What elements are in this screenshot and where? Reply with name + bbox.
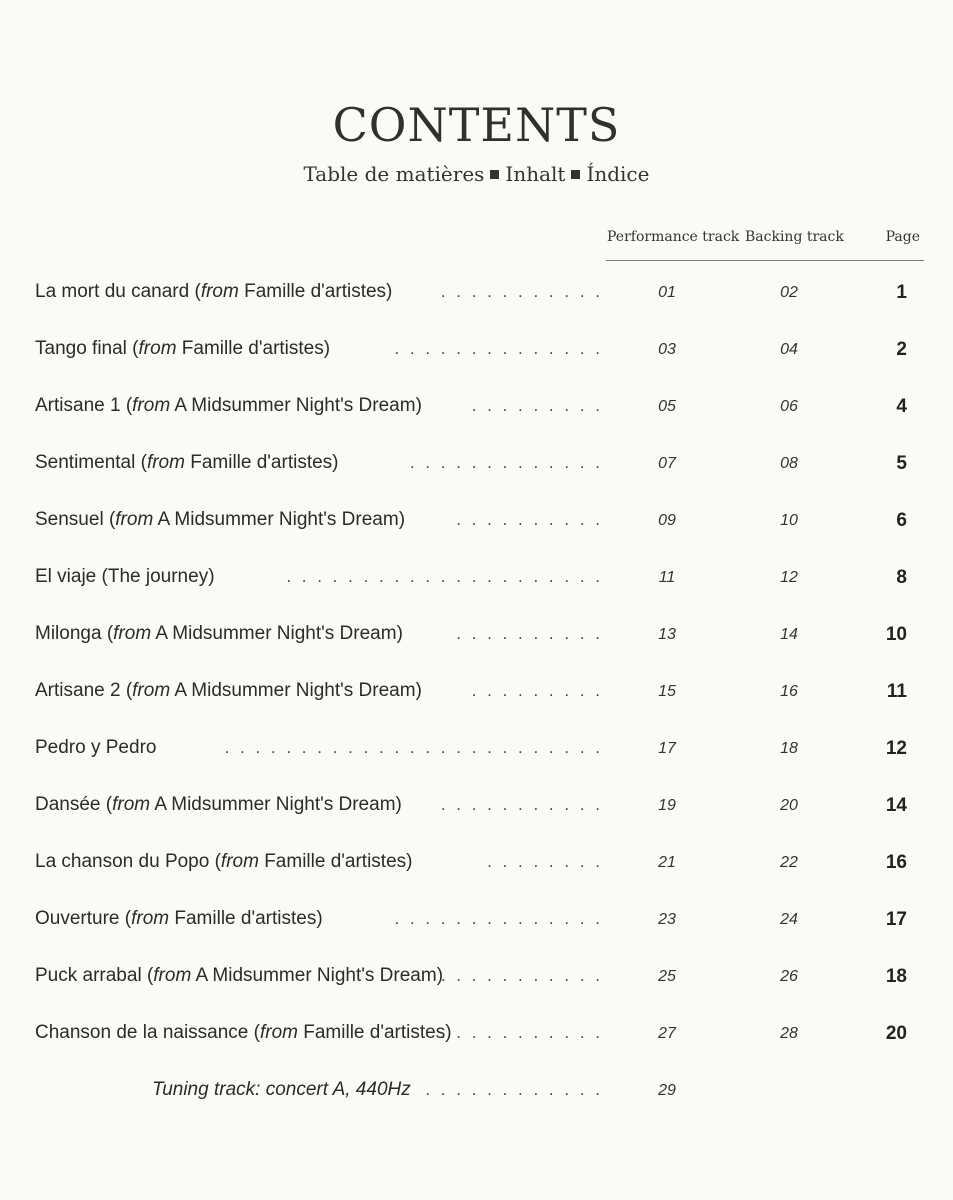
leader-dots: . . . . . . . . . [471, 681, 603, 700]
entry-title [35, 623, 403, 645]
entry-title [35, 395, 422, 417]
entry-title [35, 794, 402, 816]
page-number: 5 [896, 453, 907, 474]
entry-source-text: Famille d'artistes) [184, 452, 339, 473]
backing-track-number: 18 [780, 740, 798, 757]
leader-dots: . . . . . . . . . . [456, 510, 603, 529]
performance-track-number: 03 [658, 341, 676, 358]
leader-dots: . . . . . . . . . . . [440, 966, 603, 985]
entry-title [35, 965, 443, 987]
entry-title [35, 737, 156, 759]
backing-track-number: 22 [780, 854, 798, 871]
page-number: 8 [896, 567, 907, 588]
backing-track-number: 02 [780, 284, 798, 301]
entry-source-text: A Midsummer Night's Dream) [170, 680, 422, 701]
backing-track-number: 20 [780, 797, 798, 814]
performance-track-number: 11 [658, 569, 676, 586]
entry-source-text: A Midsummer Night's Dream) [151, 623, 403, 644]
performance-track-number: 05 [658, 398, 676, 415]
performance-track-number: 15 [658, 683, 676, 700]
contents-entry [0, 851, 953, 881]
contents-entry [0, 452, 953, 482]
entry-title-text: Sentimental ( [35, 452, 147, 473]
entry-title-text: Puck arrabal ( [35, 965, 154, 986]
entry-from-word: from [153, 965, 192, 986]
contents-entry [0, 566, 953, 596]
performance-track-number: 29 [658, 1082, 676, 1099]
performance-track-number: 23 [658, 911, 676, 928]
leader-dots: . . . . . . . . . . . . . . . . . . . . . [286, 567, 603, 586]
tuning-row [0, 1079, 953, 1109]
performance-track-number: 25 [658, 968, 676, 985]
entry-title-text: Artisane 2 ( [35, 680, 133, 701]
leader-dots: . . . . . . . . . . . . . . [394, 909, 603, 928]
page-number: 1 [896, 282, 907, 303]
page-subtitle [0, 162, 953, 186]
entry-from-word: from [132, 680, 171, 701]
contents-entry [0, 338, 953, 368]
leader-dots: . . . . . . . . . . . [440, 282, 603, 301]
subtitle-german: Inhalt [505, 162, 566, 186]
column-header-page: Page [885, 229, 920, 245]
leader-dots: . . . . . . . . . . . . . . . . . . . . . . . . . [224, 738, 603, 757]
entry-title [35, 908, 323, 930]
backing-track-number: 10 [780, 512, 798, 529]
entry-source-text: A Midsummer Night's Dream) [170, 395, 422, 416]
performance-track-number: 07 [658, 455, 676, 472]
backing-track-number: 12 [780, 569, 798, 586]
backing-track-number: 26 [780, 968, 798, 985]
entry-title [35, 851, 412, 873]
entry-title [35, 281, 392, 303]
entry-title-text: Sensuel ( [35, 509, 116, 530]
entry-from-word: from [115, 509, 154, 530]
entry-source-text: Famille d'artistes) [169, 908, 323, 929]
square-bullet-icon [571, 170, 580, 179]
entry-title [35, 680, 422, 702]
performance-track-number: 13 [658, 626, 676, 643]
page-number: 6 [896, 510, 907, 531]
page-number: 16 [885, 852, 907, 873]
leader-dots: . . . . . . . . . . . [440, 1023, 603, 1042]
page-number: 2 [896, 339, 907, 360]
leader-dots: . . . . . . . . . . . . . . [394, 339, 603, 358]
contents-entry [0, 623, 953, 653]
entry-title-text: Tango final ( [35, 338, 139, 359]
contents-entry [0, 794, 953, 824]
backing-track-number: 28 [780, 1025, 798, 1042]
performance-track-number: 17 [658, 740, 676, 757]
performance-track-number: 27 [658, 1025, 676, 1042]
contents-entry [0, 1022, 953, 1052]
header-rule [606, 260, 924, 261]
subtitle-spanish: Índice [586, 162, 650, 186]
entry-title-text: La mort du canard ( [35, 281, 201, 302]
entry-title [35, 338, 330, 360]
entry-from-word: from [200, 281, 239, 302]
tuning-label: Tuning track: concert A, 440Hz [152, 1079, 411, 1100]
leader-dots: . . . . . . . . . . . . [425, 1080, 603, 1099]
page-number: 20 [885, 1023, 907, 1044]
page-number: 18 [885, 966, 907, 987]
entry-source-text: A Midsummer Night's Dream) [150, 794, 402, 815]
entry-from-word: from [113, 623, 152, 644]
entry-source-text: Famille d'artistes) [238, 281, 393, 302]
leader-dots: . . . . . . . . . . . . . [409, 453, 603, 472]
leader-dots: . . . . . . . . . [471, 396, 603, 415]
entry-source-text: Famille d'artistes) [176, 338, 331, 359]
leader-dots: . . . . . . . . . . . [440, 795, 603, 814]
entry-title [35, 509, 405, 531]
entry-title-text: Pedro y Pedro [35, 737, 157, 758]
entry-from-word: from [220, 851, 259, 872]
column-header-backing: Backing track [745, 229, 844, 245]
contents-entry [0, 965, 953, 995]
entry-title [35, 1022, 452, 1044]
entry-from-word: from [138, 338, 177, 359]
contents-entry [0, 680, 953, 710]
leader-dots: . . . . . . . . . . [456, 624, 603, 643]
entry-title-text: Dansée ( [35, 794, 113, 815]
entry-from-word: from [259, 1022, 298, 1043]
performance-track-number: 21 [658, 854, 676, 871]
entry-source-text: A Midsummer Night's Dream) [153, 509, 406, 530]
entry-source-text: Famille d'artistes) [258, 851, 413, 872]
entry-title-text: Chanson de la naissance ( [35, 1022, 260, 1043]
page-title: CONTENTS [332, 98, 621, 152]
entry-from-word: from [132, 395, 171, 416]
page-number: 4 [896, 396, 907, 417]
page-number: 14 [885, 795, 907, 816]
entry-title [35, 452, 339, 474]
entry-source-text: A Midsummer Night's Dream) [191, 965, 444, 986]
subtitle-french: Table de matières [303, 162, 485, 186]
backing-track-number: 04 [780, 341, 798, 358]
entry-title-text: La chanson du Popo ( [35, 851, 221, 872]
page-number: 12 [885, 738, 907, 759]
page-number: 11 [886, 681, 907, 702]
entry-title-text: El viaje (The journey) [35, 566, 215, 587]
entry-title-text: Artisane 1 ( [35, 395, 133, 416]
performance-track-number: 19 [658, 797, 676, 814]
backing-track-number: 08 [780, 455, 798, 472]
backing-track-number: 24 [780, 911, 798, 928]
entry-from-word: from [112, 794, 151, 815]
contents-entry [0, 395, 953, 425]
page-number: 17 [885, 909, 907, 930]
contents-entry [0, 908, 953, 938]
entry-title [35, 566, 215, 588]
contents-entry [0, 281, 953, 311]
entry-title-text: Milonga ( [35, 623, 114, 644]
entry-from-word: from [146, 452, 185, 473]
contents-entry [0, 737, 953, 767]
backing-track-number: 16 [780, 683, 798, 700]
entry-from-word: from [131, 908, 170, 929]
entry-source-text: Famille d'artistes) [297, 1022, 452, 1043]
entry-title-text: Ouverture ( [35, 908, 132, 929]
leader-dots: . . . . . . . . [487, 852, 603, 871]
performance-track-number: 01 [658, 284, 676, 301]
page-number: 10 [885, 624, 907, 645]
column-header-performance: Performance track [607, 229, 740, 245]
backing-track-number: 06 [780, 398, 798, 415]
square-bullet-icon [490, 170, 499, 179]
performance-track-number: 09 [658, 512, 676, 529]
contents-entry [0, 509, 953, 539]
backing-track-number: 14 [780, 626, 798, 643]
